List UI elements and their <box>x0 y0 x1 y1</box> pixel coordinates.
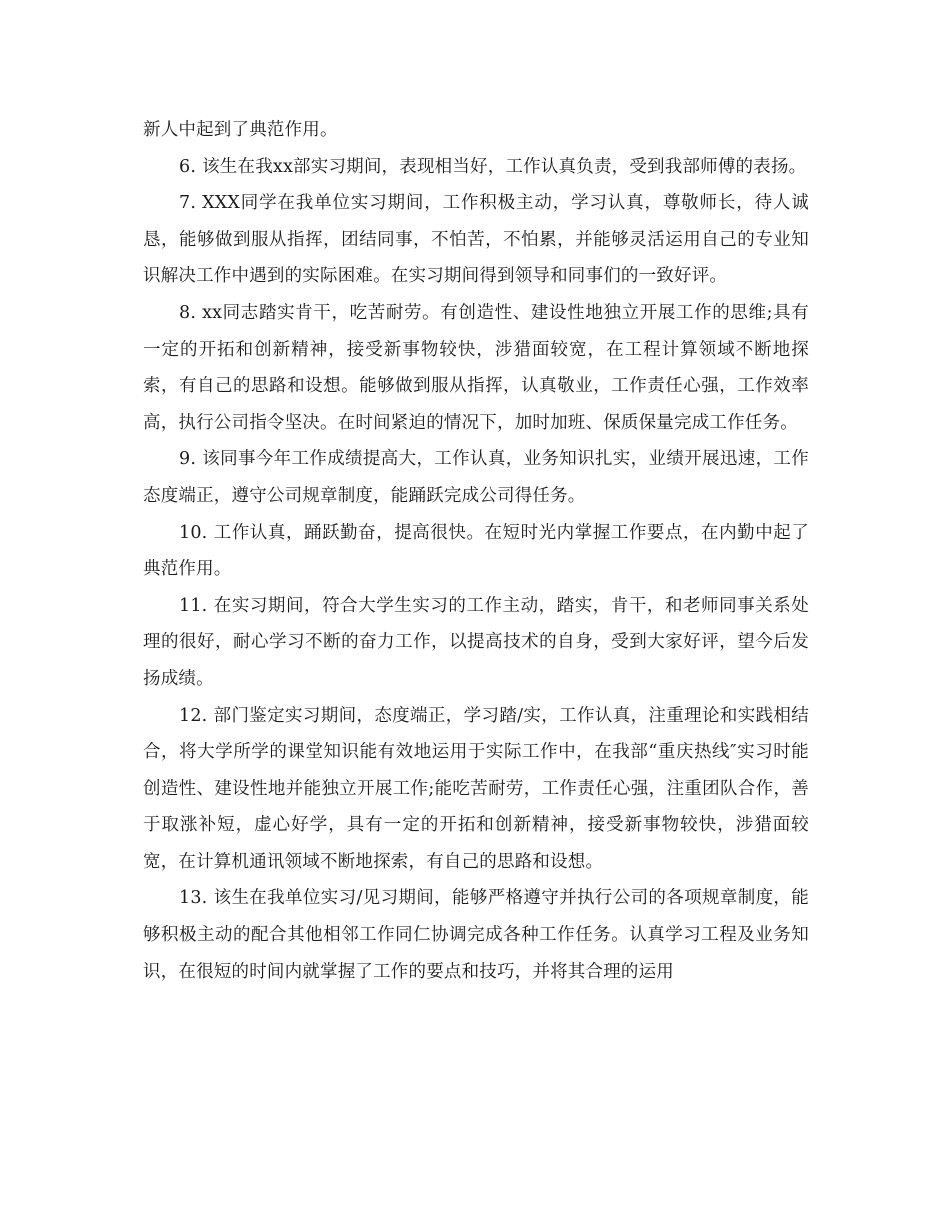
paragraph-number: 7. <box>179 193 197 214</box>
paragraph-number: 9. <box>179 449 197 470</box>
paragraph-10 <box>143 515 809 588</box>
paragraph-text: xx同志踏实肯干，吃苦耐劳。有创造性、建设性地独立开展工作的思维;具有一定的开拓和创新精神，接受新事物较快，涉猎面较宽，在工程计算领域不断地探索，有自己的思路和设想。能够做到服从指挥，认真敬业，工作责任心强，工作效率高，执行公司指令坚决。在时间紧迫的情况下，加时加班、保质保量完成工作任务。 <box>143 302 809 433</box>
paragraph-6 <box>143 149 809 186</box>
paragraph-11 <box>143 588 809 698</box>
paragraph-number: 13. <box>179 888 208 909</box>
paragraph-number: 8. <box>179 302 197 323</box>
paragraph-number: 11. <box>179 595 208 616</box>
paragraph-text: XXX同学在我单位实习期间，工作积极主动，学习认真，尊敬师长，待人诚恳，能够做到服从指挥，团结同事，不怕苦，不怕累，并能够灵活运用自己的专业知识解决工作中遇到的实际困难。在实习期间得到领导和同事们的一致好评。 <box>143 193 809 287</box>
paragraph-9 <box>143 441 809 514</box>
paragraph-continuation <box>143 112 809 149</box>
paragraph-number: 12. <box>179 705 208 726</box>
paragraph-7 <box>143 185 809 295</box>
paragraph-13 <box>143 880 809 990</box>
paragraph-8 <box>143 295 809 441</box>
paragraph-text: 部门鉴定实习期间，态度端正，学习踏/实，工作认真，注重理论和实践相结合，将大学所学的课堂知识能有效地运用于实际工作中，在我部“重庆热线″实习时能创造性、建设性地并能独立开展工作;能吃苦耐劳，工作责任心强，注重团队合作，善于取涨补短，虚心好学，具有一定的开拓和创新精神，接受新事物较快，涉猎面较宽，在计算机通讯领域不断地探索，有自己的思路和设想。 <box>143 705 809 872</box>
paragraph-12 <box>143 698 809 881</box>
document-body <box>143 112 809 990</box>
paragraph-text: 该同事今年工作成绩提高大，工作认真，业务知识扎实，业绩开展迅速，工作态度端正，遵守公司规章制度，能踊跃完成公司得任务。 <box>143 449 809 506</box>
paragraph-number: 10. <box>179 522 208 543</box>
paragraph-text: 新人中起到了典范作用。 <box>143 120 338 140</box>
paragraph-number: 6. <box>179 156 197 177</box>
paragraph-text: 该生在我单位实习/见习期间，能够严格遵守并执行公司的各项规章制度，能够积极主动的配合其他相邻工作同仁协调完成各种工作任务。认真学习工程及业务知识，在很短的时间内就掌握了工作的要点和技巧，并将其合理的运用 <box>143 888 809 982</box>
paragraph-text: 该生在我xx部实习期间，表现相当好，工作认真负责，受到我部师傅的表扬。 <box>202 156 807 177</box>
paragraph-text: 工作认真，踊跃勤奋，提高很快。在短时光内掌握工作要点，在内勤中起了典范作用。 <box>143 522 809 580</box>
paragraph-text: 在实习期间，符合大学生实习的工作主动，踏实，肯干，和老师同事关系处理的很好，耐心学习不断的奋力工作，以提高技术的自身，受到大家好评，望今后发扬成绩。 <box>143 595 809 689</box>
